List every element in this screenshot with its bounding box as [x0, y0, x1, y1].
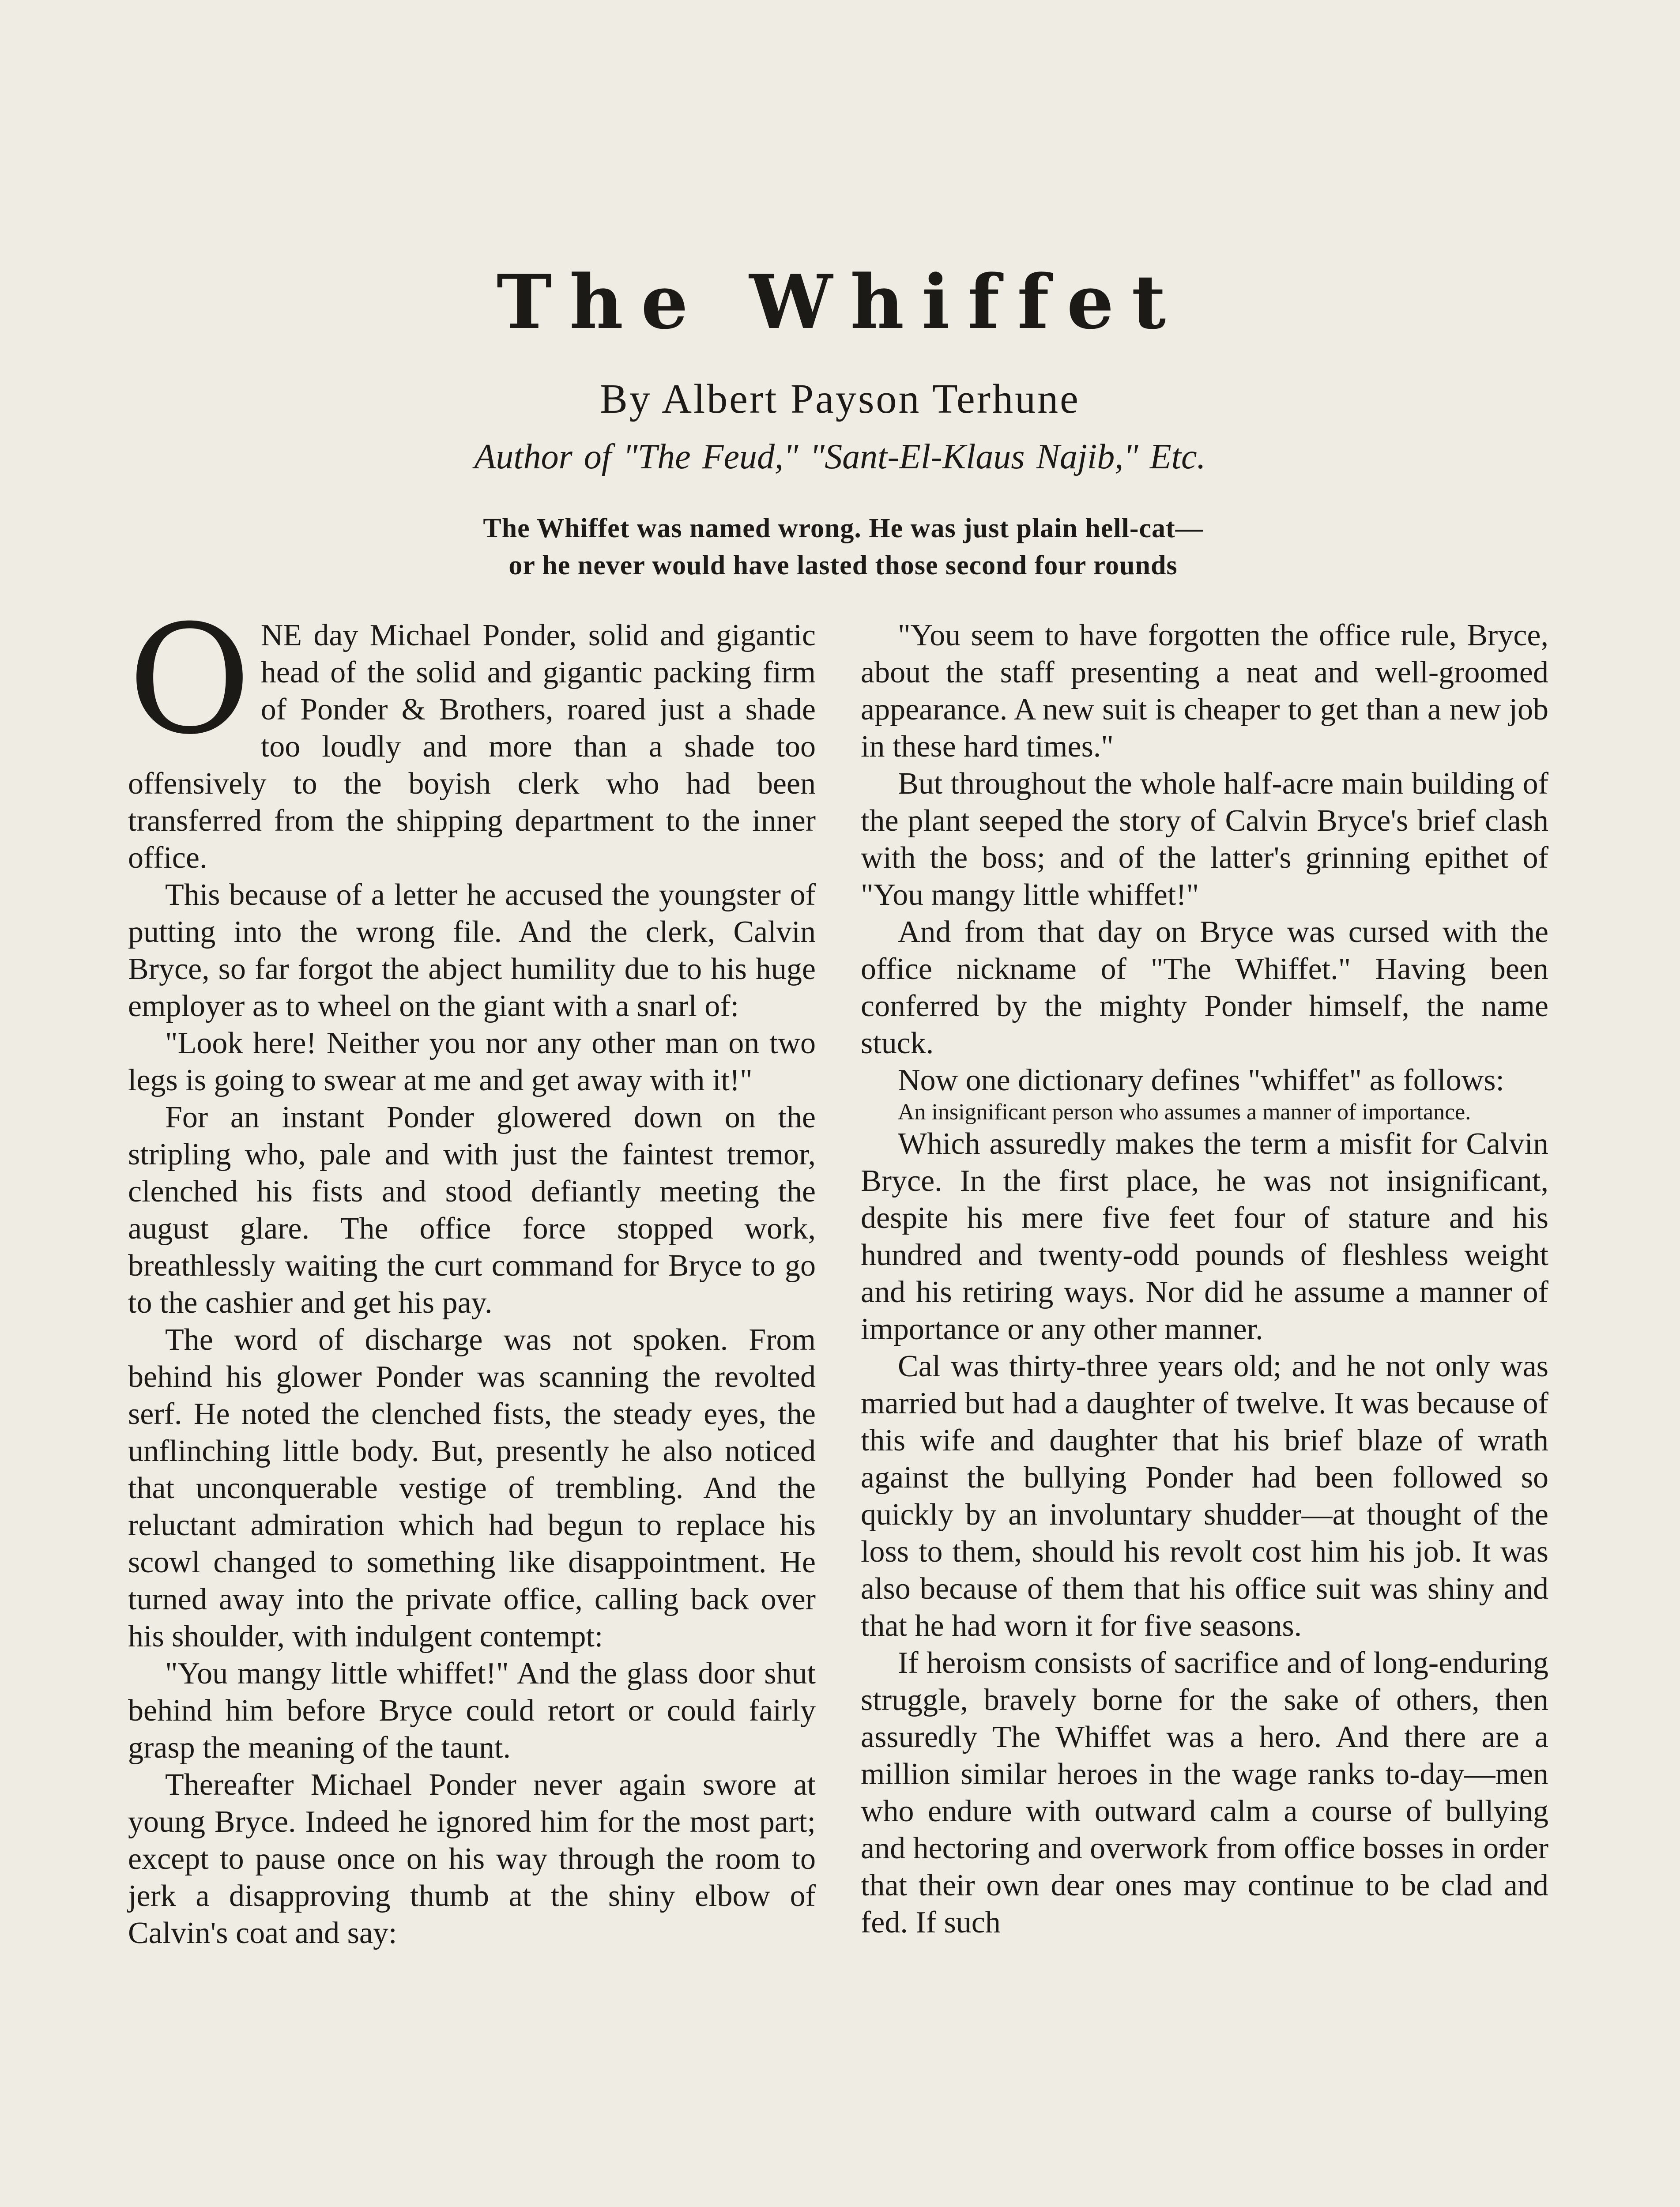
- paragraph: And from that day on Bryce was cursed with the office nickname of "The Whiffet." Having been conferred by the mighty Ponder himself, the name stuck.: [861, 915, 1548, 1060]
- story-blurb: [393, 510, 1293, 584]
- paragraph: The word of discharge was not spoken. From behind his glower Ponder was scanning the revolted serf. He noted the clenched fists, the steady eyes, the unflinching little body. But, presently he also noticed that unconquerable vestige of trembling. And the reluctant admiration which had begun to replace his scowl changed to something like disappointment. He turned away into the private office, calling back over his shoulder, with indulgent contempt:: [128, 1323, 816, 1653]
- paragraph: "Look here! Neither you nor any other man on two legs is going to swear at me and get away with it!": [128, 1026, 816, 1097]
- left-column: [128, 593, 816, 1952]
- paragraph: If heroism consists of sacrifice and of long-enduring struggle, bravely borne for the sake of others, then assuredly The Whiffet was a hero. And there are a million similar heroes in the wage ranks to-day—men who endure with outward calm a course of bullying and hectoring and overwork from office bosses in order that their own dear ones may continue to be clad and fed. If such: [861, 1646, 1548, 1940]
- right-column: [861, 617, 1548, 1941]
- paragraph: [128, 593, 816, 877]
- paragraph: "You seem to have forgotten the office rule, Bryce, about the staff presenting a neat and well-groomed appearance. A new suit is cheaper to get than a new job in these hard times.": [861, 618, 1548, 764]
- paragraph: "You mangy little whiffet!" And the glass door shut behind him before Bryce could retort or could fairly grasp the meaning of the taunt.: [128, 1657, 816, 1765]
- paragraph: Which assuredly makes the term a misfit for Calvin Bryce. In the first place, he was not insignificant, despite his mere five feet four of stature and his hundred and twenty-odd pounds of fleshless weight and his retiring ways. Nor did he assume a manner of importance or any other manner.: [861, 1127, 1548, 1346]
- paragraph: Now one dictionary defines "whiffet" as follows:: [898, 1063, 1504, 1097]
- paragraph: Thereafter Michael Ponder never again swore at young Bryce. Indeed he ignored him for the most part; except to pause once on his way through the room to jerk a disapproving thumb at the shiny elbow of Calvin's coat and say:: [128, 1768, 816, 1950]
- story-title: The Whiffet: [496, 258, 1184, 346]
- drop-cap: O: [128, 593, 251, 768]
- paragraph: For an instant Ponder glowered down on the stripling who, pale and with just the faintest tremor, clenched his fists and stood defiantly meeting the august glare. The office force stopped work, breathlessly waiting the curt command for Bryce to go to the cashier and get his pay.: [128, 1100, 816, 1320]
- paragraph: Cal was thirty-three years old; and he not only was married but had a daughter of twelve. It was because of this wife and daughter that his brief blaze of wrath against the bullying Ponder had been followed so quickly by an involuntary shudder—at thought of the loss to them, should his revolt cost him his job. It was also because of them that his office suit was shiny and that he had worn it for five seasons.: [861, 1349, 1548, 1643]
- paragraph: But throughout the whole half-acre main building of the plant seeped the story of Calvin Bryce's brief clash with the boss; and of the latter's grinning epithet of "You mangy little whiffet!": [861, 767, 1548, 912]
- blurb-line-1: The Whiffet was named wrong. He was just plain hell-cat—: [483, 513, 1203, 543]
- byline: By Albert Payson Terhune: [600, 376, 1080, 422]
- author-credits: Author of "The Feud," "Sant-El-Klaus Najib," Etc.: [474, 437, 1206, 476]
- paragraph-text: NE day Michael Ponder, solid and gigantic head of the solid and gigantic packing firm of Ponder & Brothers, roared just a shade too loudly and more than a shade too offensively to the boyish clerk who had been transferred from the shipping department to the inner office.: [128, 618, 816, 875]
- blurb-line-2: or he never would have lasted those second four rounds: [509, 550, 1178, 580]
- paragraph: This because of a letter he accused the youngster of putting into the wrong file. And the clerk, Calvin Bryce, so far forgot the abject humility due to his huge employer as to wheel on the giant with a snarl of:: [128, 878, 816, 1023]
- dictionary-definition: An insignificant person who assumes a manner of importance.: [898, 1100, 1471, 1125]
